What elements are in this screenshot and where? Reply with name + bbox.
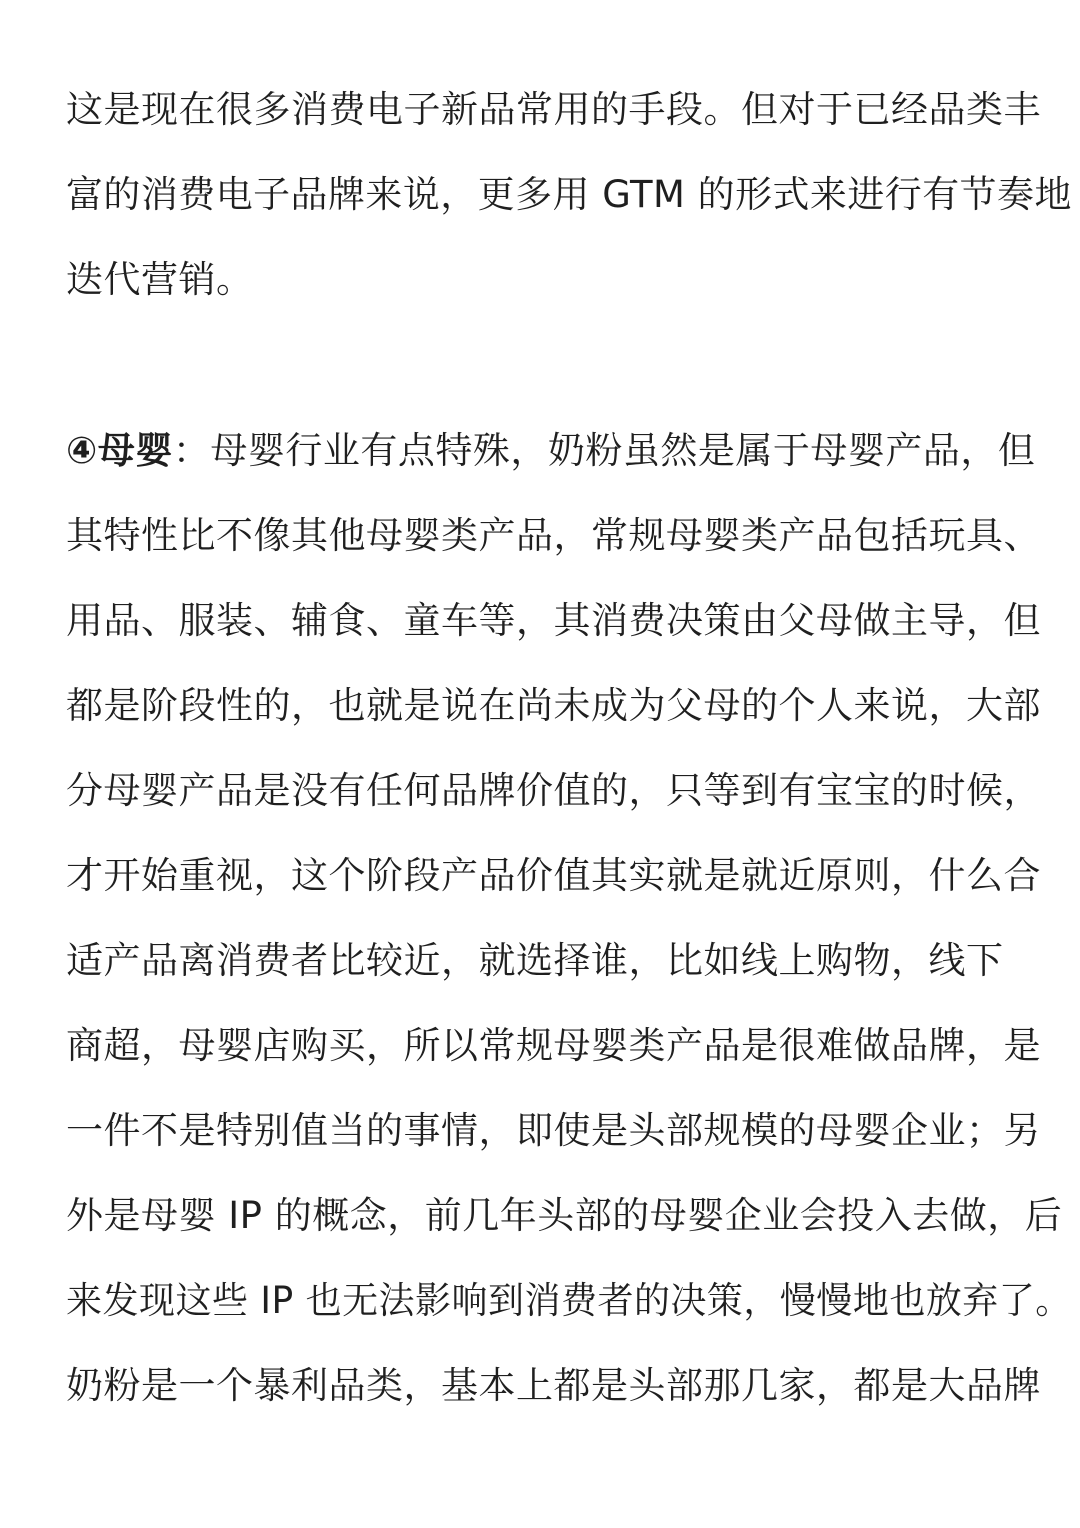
paragraph-2-line-11: 来发现这些 IP 也无法影响到消费者的决策，慢慢地也放弃了。 [66, 1279, 1072, 1322]
paragraph-2-line-3: 用品、服装、辅食、童车等，其消费决策由父母做主导，但 [66, 599, 1041, 642]
section-heading: ④母婴 [66, 429, 173, 472]
paragraph-2-line-12: 奶粉是一个暴利品类，基本上都是头部那几家，都是大品牌 [66, 1364, 1041, 1407]
paragraph-2-line-2: 其特性比不像其他母婴类产品，常规母婴类产品包括玩具、 [66, 514, 1041, 557]
paragraph-1-line-1: 这是现在很多消费电子新品常用的手段。但对于已经品类丰 [66, 88, 1041, 131]
paragraph-2-line-1 [66, 429, 1035, 473]
paragraph-2-line-10: 外是母婴 IP 的概念，前几年头部的母婴企业会投入去做，后 [66, 1194, 1063, 1237]
paragraph-2-line-8: 商超，母婴店购买，所以常规母婴类产品是很难做品牌，是 [66, 1024, 1041, 1067]
paragraph-2-line-9: 一件不是特别值当的事情，即使是头部规模的母婴企业；另 [66, 1109, 1041, 1152]
paragraph-2-line-5: 分母婴产品是没有任何品牌价值的，只等到有宝宝的时候， [66, 769, 1041, 812]
paragraph-2-line-1-text: ：母婴行业有点特殊，奶粉虽然是属于母婴产品，但 [172, 429, 1036, 472]
paragraph-2-line-6: 才开始重视，这个阶段产品价值其实就是就近原则，什么合 [66, 854, 1041, 897]
paragraph-2-line-7: 适产品离消费者比较近，就选择谁，比如线上购物，线下 [66, 939, 1004, 982]
paragraph-2-line-4: 都是阶段性的，也就是说在尚未成为父母的个人来说，大部 [66, 684, 1041, 727]
paragraph-1-line-2: 富的消费电子品牌来说，更多用 GTM 的形式来进行有节奏地 [66, 173, 1072, 216]
paragraph-1-line-3: 迭代营销。 [66, 258, 254, 301]
